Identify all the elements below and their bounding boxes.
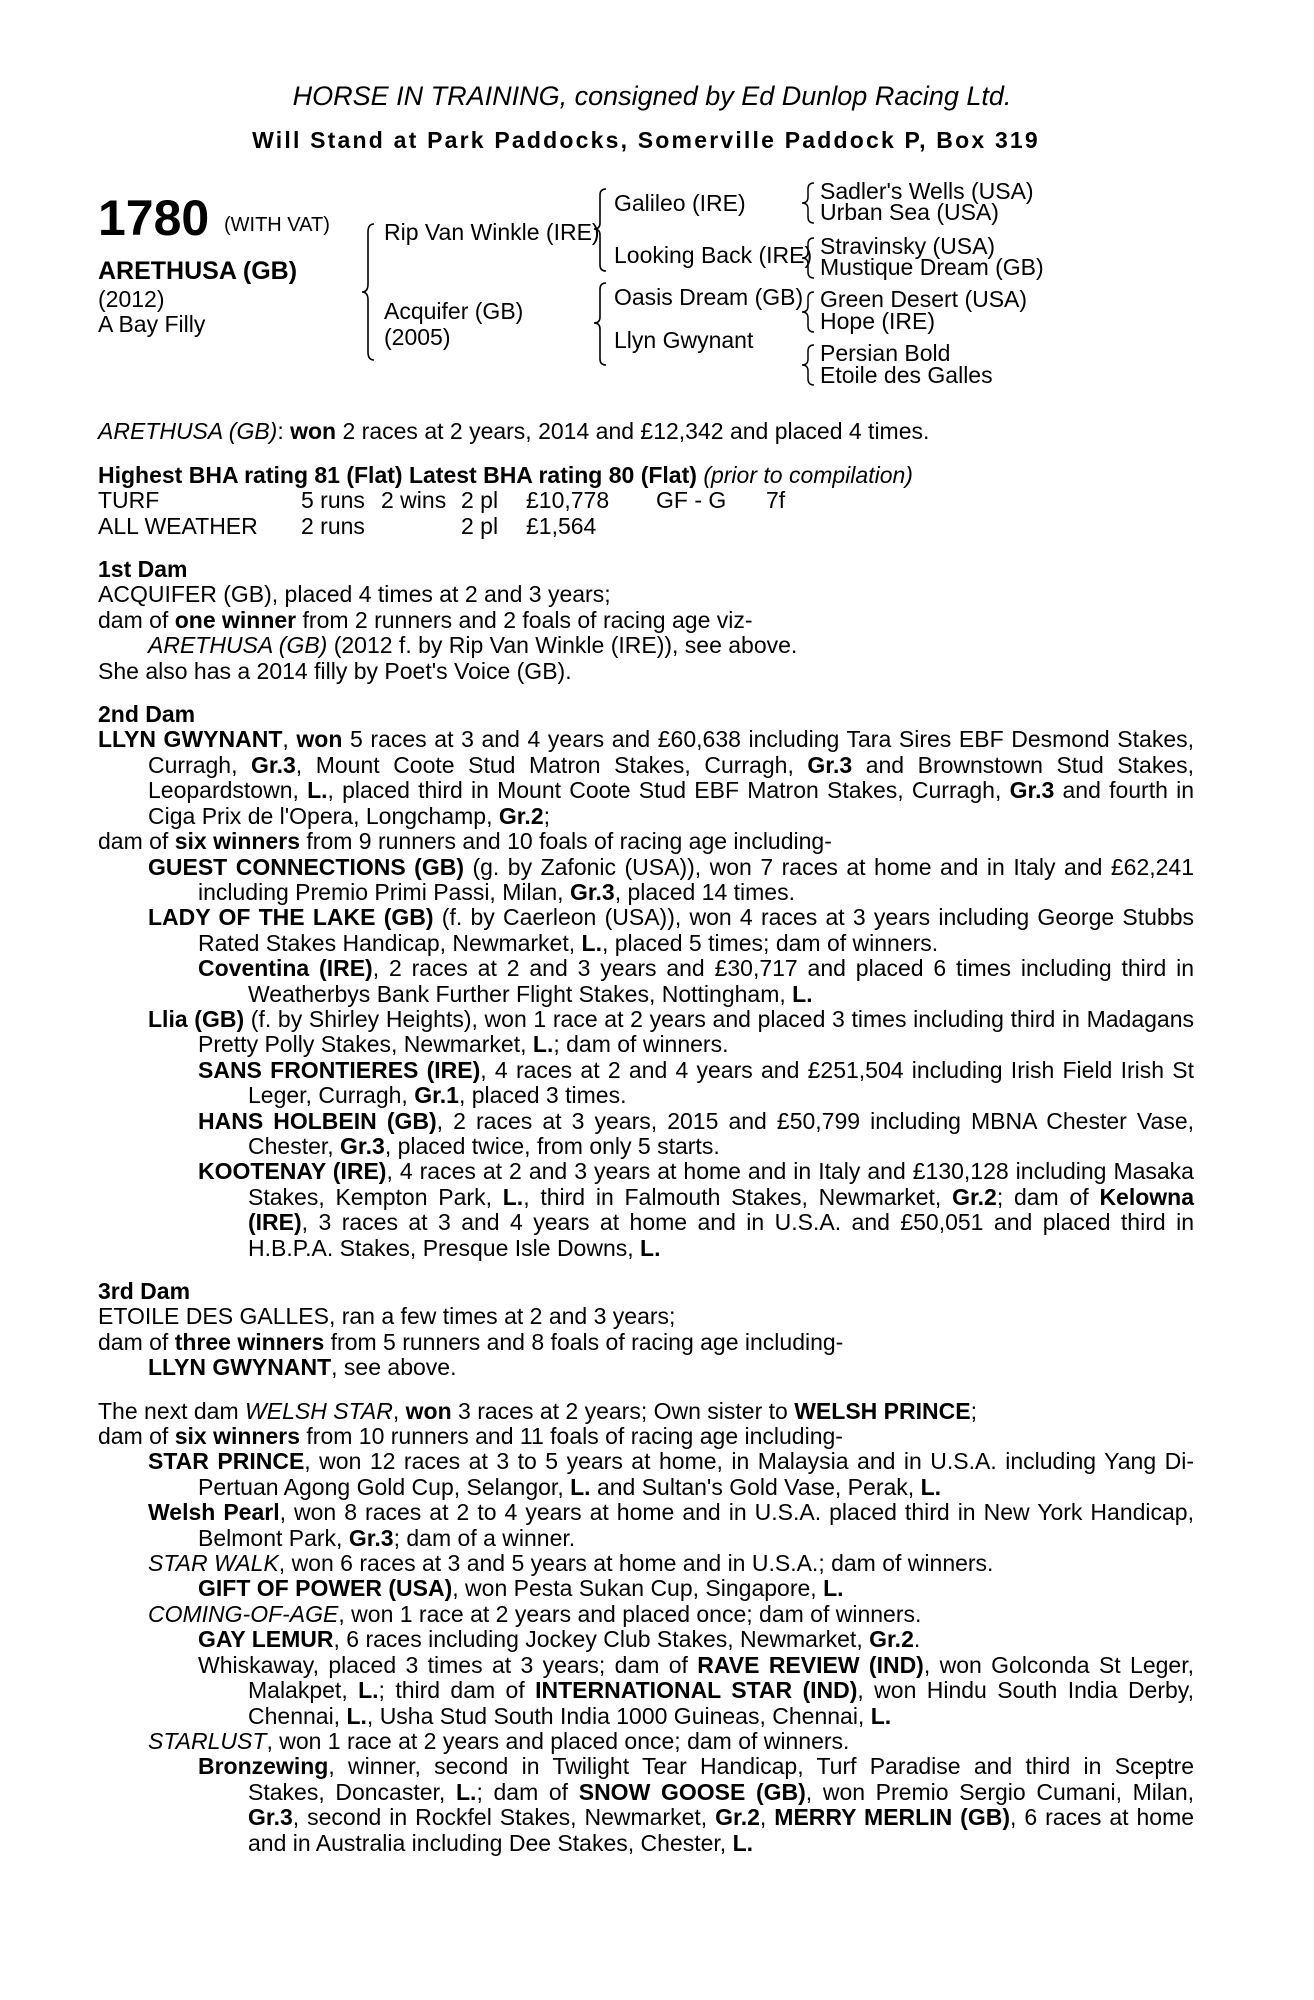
list-item: Whiskaway, placed 3 times at 3 years; dam of RAVE REVIEW (IND), won Golconda St Leger, Malakpet, L.; third dam of INTERNATIONAL STAR (IND), won Hindu South India Derby, Chennai, L., Usha Stud South India 1000 Guineas, Chennai, L. <box>198 1651 1194 1729</box>
pedigree-sire-dam: Looking Back (IRE) <box>614 242 813 269</box>
fourth-dam-section: The next dam WELSH STAR, won 3 races at 2 years; Own sister to WELSH PRINCE; dam of six winners from 10 runners and 11 foals of racing age including- STAR PRINCE, won 12 races at 3 to 5 years at home, in Malaysia and in U.S.A. including Yang Di-Pertuan Agong Gold Cup, Selangor, L. and Sultan's Gold Vase, Perak, L. Welsh Pearl, won 8 races at 2 to 4 years at home and in U.S.A. placed third in New York Handicap, Belmont Park, Gr.3; dam of a winner. STAR WALK, won 6 races at 3 and 5 years at home and in U.S.A.; dam of winners. GIFT OF POWER (USA), won Pesta Sukan Cup, Singapore, L. COMING-OF-AGE, won 1 race at 2 years and placed once; dam of winners. GAY LEMUR, 6 races including Jockey Club Stakes, Newmarket, Gr.2. Whiskaway, placed 3 times at 3 years; dam of RAVE REVIEW (IND), won Golconda St Leger, Malakpet, L.; third dam of INTERNATIONAL STAR (IND), won Hindu South India Derby, Chennai, L., Usha Stud South India 1000 Guineas, Chennai, L. STARLUST, won 1 race at 2 years and placed once; dam of winners. Bronzewing, winner, second in Twilight Tear Handicap, Turf Paradise and third in Sceptre Stakes, Doncaster, L.; dam of SNOW GOOSE (GB), won Premio Sergio Cumani, Milan, Gr.3, second in Rockfel Stakes, Newmarket, Gr.2, MERRY MERLIN (GB), 6 races at home and in Australia including Dee Stakes, Chester, L. <box>98 1397 1195 1856</box>
pedigree-bracket-sire <box>592 187 612 273</box>
horse-year: (2012) <box>98 286 165 313</box>
ratings-headline: Highest BHA rating 81 (Flat) Latest BHA rating 80 (Flat) <box>98 461 697 488</box>
horse-name: ARETHUSA (GB) <box>98 257 298 286</box>
pedigree-sds: Stravinsky (USA) <box>820 233 996 260</box>
ratings-table <box>98 488 785 539</box>
second-dam-record: LLYN GWYNANT, won 5 races at 3 and 4 years and £60,638 including Tara Sires EBF Desmond Stakes, Curragh, Gr.3, Mount Coote Stud Matron Stakes, Curragh, Gr.3 and Brownstown Stud Stakes, Leopardstown, L., placed third in Mount Coote Stud EBF Matron Stakes, Curragh, Gr.3 and fourth in Ciga Prix de l'Opera, Longchamp, Gr.2; <box>98 726 1195 829</box>
list-item: Welsh Pearl, won 8 races at 2 to 4 years at home and in U.S.A. placed third in New York Handicap, Belmont Park, Gr.3; dam of a winner. <box>148 1499 1194 1551</box>
pedigree-dam-dam: Llyn Gwynant <box>614 327 754 354</box>
list-item: LADY OF THE LAKE (GB) (f. by Caerleon (USA)), won 4 races at 3 years including George Stubbs Rated Stakes Handicap, Newmarket, L., placed 5 times; dam of winners. <box>148 904 1194 956</box>
section-title: 1st Dam <box>98 556 188 583</box>
list-item: GAY LEMUR, 6 races including Jockey Club Stakes, Newmarket, Gr.2. <box>198 1626 921 1653</box>
list-item: Bronzewing, winner, second in Twilight Tear Handicap, Turf Paradise and third in Sceptre Stakes, Doncaster, L.; dam of SNOW GOOSE (GB), won Premio Sergio Cumani, Milan, Gr.3, second in Rockfel Stakes, Newmarket, Gr.2, MERRY MERLIN (GB), 6 races at home and in Australia including Dee Stakes, Chester, L. <box>198 1753 1195 1856</box>
list-item: HANS HOLBEIN (GB), 2 races at 3 years, 2015 and £50,799 including MBNA Chester Vase, Chester, Gr.3, placed twice, from only 5 starts. <box>198 1107 1195 1159</box>
pedigree-dam: Acquifer (GB) <box>384 298 524 325</box>
pedigree-bracket-dd <box>800 343 818 387</box>
horse-sex: A Bay Filly <box>98 311 206 338</box>
lot-number: 1780 <box>98 190 210 247</box>
pedigree-bracket-ss <box>800 181 818 225</box>
list-item: SANS FRONTIERES (IRE), 4 races at 2 and 4 years and £251,504 including Irish Field Irish St Leger, Curragh, Gr.1, placed 3 times. <box>198 1056 1195 1109</box>
vat-note: (WITH VAT) <box>224 214 330 237</box>
ratings-block <box>98 463 1194 539</box>
first-dam-section: 1st Dam ACQUIFER (GB), placed 4 times at 2 and 3 years; dam of one winner from 2 runners and 2 foals of racing age viz- ARETHUSA (GB) (2012 f. by Rip Van Winkle (IRE)), see above. She also has a 2014 filly by Poet's Voice (GB). <box>98 557 1194 684</box>
catalogue-page <box>98 80 1194 1856</box>
consignment-line: HORSE IN TRAINING, consigned by Ed Dunlop Racing Ltd. <box>292 81 1012 111</box>
pedigree-sss: Sadler's Wells (USA) <box>820 178 1034 205</box>
list-item: COMING-OF-AGE, won 1 race at 2 years and placed once; dam of winners. <box>148 1600 922 1627</box>
stand-location: Will Stand at Park Paddocks, Somerville Paddock P, Box 319 <box>252 127 1040 153</box>
section-title: 3rd Dam <box>98 1278 191 1304</box>
list-item: KOOTENAY (IRE), 4 races at 2 and 3 years at home and in Italy and £130,128 including Masaka Stakes, Kempton Park, L., third in Falmouth Stakes, Newmarket, Gr.2; dam of Kelowna (IRE), 3 races at 3 and 4 years at home and in U.S.A. and £50,051 and placed third in H.B.P.A. Stakes, Presque Isle Downs, L. <box>198 1158 1195 1261</box>
pedigree-block <box>98 179 1194 419</box>
pedigree-sdd: Mustique Dream (GB) <box>820 254 1044 281</box>
ratings-note: (prior to compilation) <box>703 461 913 488</box>
pedigree-bracket-dam <box>592 281 612 367</box>
second-dam-section: 2nd Dam LLYN GWYNANT, won 5 races at 3 and 4 years and £60,638 including Tara Sires EBF Desmond Stakes, Curragh, Gr.3, Mount Coote Stud Matron Stakes, Curragh, Gr.3 and Brownstown Stud Stakes, Leopardstown, L., placed third in Mount Coote Stud EBF Matron Stakes, Curragh, Gr.3 and fourth in Ciga Prix de l'Opera, Longchamp, Gr.2; dam of six winners from 9 runners and 10 foals of racing age including- GUEST CONNECTIONS (GB) (g. by Zafonic (USA)), won 7 races at home and in Italy and £62,241 including Premio Primi Passi, Milan, Gr.3, placed 14 times. LADY OF THE LAKE (GB) (f. by Caerleon (USA)), won 4 races at 3 years including George Stubbs Rated Stakes Handicap, Newmarket, L., placed 5 times; dam of winners. Coventina (IRE), 2 races at 2 and 3 years and £30,717 and placed 6 times including third in Weatherbys Bank Further Flight Stakes, Nottingham, L. Llia (GB) (f. by Shirley Heights), won 1 race at 2 years and placed 3 times including third in Madagans Pretty Polly Stakes, Newmarket, L.; dam of winners. SANS FRONTIERES (IRE), 4 races at 2 and 4 years and £251,504 including Irish Field Irish St Leger, Curragh, Gr.1, placed 3 times. HANS HOLBEIN (GB), 2 races at 3 years, 2015 and £50,799 including MBNA Chester Vase, Chester, Gr.3, placed twice, from only 5 starts. KOOTENAY (IRE), 4 races at 2 and 3 years at home and in Italy and £130,128 including Masaka Stakes, Kempton Park, L., third in Falmouth Stakes, Newmarket, Gr.2; dam of Kelowna (IRE), 3 races at 3 and 4 years at home and in U.S.A. and £50,051 and placed third in H.B.P.A. Stakes, Presque Isle Downs, L. <box>98 701 1195 1261</box>
list-item: STAR WALK, won 6 races at 3 and 5 years at home and in U.S.A.; dam of winners. <box>148 1550 994 1577</box>
pedigree-dss: Green Desert (USA) <box>820 286 1028 313</box>
third-dam-section: 3rd Dam ETOILE DES GALLES, ran a few times at 2 and 3 years; dam of three winners from 5 runners and 8 foals of racing age including- LLYN GWYNANT, see above. <box>98 1279 1194 1381</box>
list-item: STARLUST, won 1 race at 2 years and placed once; dam of winners. <box>148 1727 850 1754</box>
pedigree-sire-sire: Galileo (IRE) <box>614 190 746 217</box>
table-row: TURF 5 runs 2 wins 2 pl £10,778 GF - G 7f <box>98 487 786 514</box>
pedigree-bracket-main <box>360 222 380 362</box>
list-item: GUEST CONNECTIONS (GB) (g. by Zafonic (USA)), won 7 races at home and in Italy and £62,241 including Premio Primi Passi, Milan, Gr.3, placed 14 times. <box>148 853 1194 905</box>
pedigree-ssd: Urban Sea (USA) <box>820 199 999 226</box>
pedigree-bracket-ds <box>800 290 818 334</box>
section-title: 2nd Dam <box>98 701 196 728</box>
list-item: STAR PRINCE, won 12 races at 3 to 5 years at home, in Malaysia and in U.S.A. including Yang Di-Pertuan Agong Gold Cup, Selangor, L. and Sultan's Gold Vase, Perak, L. <box>148 1448 1194 1500</box>
pedigree-sire: Rip Van Winkle (IRE) <box>384 219 600 246</box>
list-item: Coventina (IRE), 2 races at 2 and 3 years and £30,717 and placed 6 times including third in Weatherbys Bank Further Flight Stakes, Nottingham, L. <box>198 955 1194 1007</box>
list-item: Llia (GB) (f. by Shirley Heights), won 1 race at 2 years and placed 3 times including third in Madagans Pretty Polly Stakes, Newmarket, L.; dam of winners. <box>148 1005 1194 1058</box>
pedigree-dam-sire: Oasis Dream (GB) <box>614 284 804 311</box>
race-summary: ARETHUSA (GB): won 2 races at 2 years, 2014 and £12,342 and placed 4 times. <box>98 418 930 445</box>
pedigree-dsd: Hope (IRE) <box>820 308 936 335</box>
list-item: GIFT OF POWER (USA), won Pesta Sukan Cup, Singapore, L. <box>198 1575 844 1602</box>
pedigree-dds: Persian Bold <box>820 340 951 367</box>
pedigree-ddd: Etoile des Galles <box>820 362 993 389</box>
pedigree-bracket-sd <box>800 236 818 280</box>
pedigree-dam-year: (2005) <box>384 324 451 351</box>
table-row: ALL WEATHER 2 runs 2 pl £1,564 <box>98 512 597 539</box>
